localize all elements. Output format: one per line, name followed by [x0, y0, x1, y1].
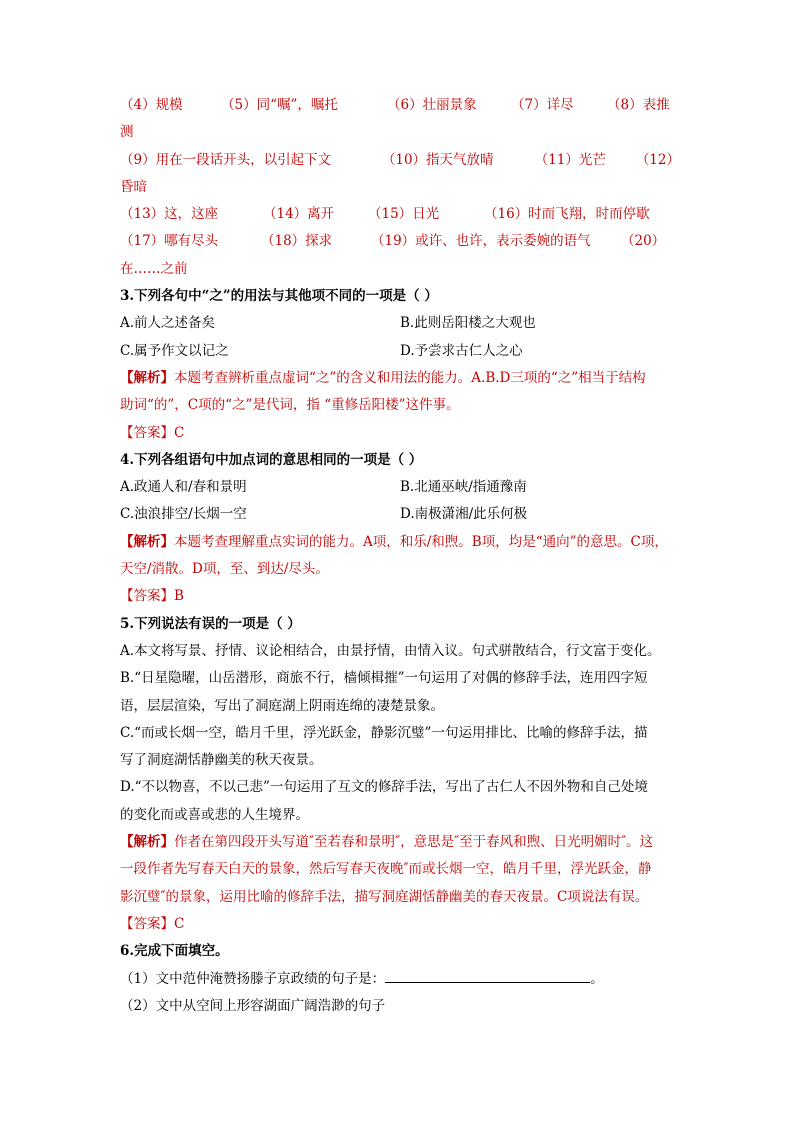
question-4-answer: 【答案】B [120, 588, 184, 605]
gloss-row-2 [120, 147, 680, 174]
gloss-item: （6）壮丽景象 [387, 97, 477, 113]
option-b: B.北通巫峡/指通豫南 [400, 479, 527, 496]
gloss-item: （12） [635, 151, 680, 168]
question-5-line: 的变化而或喜或悲的人生境界。 [120, 806, 309, 823]
question-5-analysis-cont: 影沉璧″的景象，运用比喻的修辞手法，描写洞庭湖恬静幽美的春天夜景。C项说法有误。 [120, 888, 649, 905]
question-6-title: 6.完成下面填空。 [120, 943, 229, 960]
question-3-analysis [120, 365, 680, 392]
question-5-line: B.“日星隐曜，山岳潜形，商旅不行，樯倾楫摧”一句运用了对偶的修辞手法，连用四字短 [120, 670, 648, 687]
option-d: D.南极潇湘/此乐何极 [400, 506, 528, 523]
option-a: A.政通人和/春和景明 [120, 479, 247, 496]
gloss-item: （8）表推 [607, 97, 670, 113]
gloss-item: （15）日光 [368, 206, 440, 223]
gloss-item: （14）离开 [263, 206, 335, 223]
question-5-title: 5.下列说法有误的一项是（ ） [120, 615, 301, 632]
gloss-item: （10）指天气放晴 [381, 151, 494, 168]
gloss-item: （20） [621, 233, 666, 250]
question-5-analysis [120, 829, 680, 856]
analysis-tag: 【解析】 [120, 369, 174, 386]
analysis-tag: 【解析】 [120, 533, 174, 550]
gloss-item: （17）哪有尽头 [120, 233, 219, 250]
analysis-text: 作者在第四段开头写道″至若春和景明″，意思是″至于春风和煦、日光明媚时″。这 [174, 834, 654, 851]
question-4-options-row-1 [120, 474, 680, 501]
question-4-analysis-cont: 天空/消散。D项，至、到达/尽头。 [120, 561, 329, 578]
item-text: （1）文中范仲淹赞扬滕子京政绩的句子是： [120, 970, 386, 987]
gloss-item: （11）光芒 [534, 151, 606, 168]
question-4-analysis [120, 529, 680, 556]
gloss-item: （9）用在一段话开头，以引起下文 [120, 151, 332, 168]
question-3-options-row-2 [120, 338, 680, 365]
question-5-line: D.“不以物喜，不以己悲”一句运用了互文的修辞手法，写出了古仁人不因外物和自己处境 [120, 779, 648, 796]
question-6-item-2: （2）文中从空间上形容湖面广阔浩渺的句子 [120, 997, 386, 1014]
option-c: C.浊浪排空/长烟一空 [120, 506, 247, 523]
question-3-options-row-1 [120, 310, 680, 337]
option-d: D.予尝求古仁人之心 [400, 342, 523, 359]
document-page [120, 92, 680, 1020]
item-end: 。 [590, 970, 604, 987]
gloss-item: （19）或许、也许，表示委婉的语气 [371, 233, 591, 250]
question-6-item-1 [120, 966, 680, 993]
gloss-item: （13）这，这座 [120, 206, 219, 223]
analysis-text: 本题考查辨析重点虚词“之”的含义和用法的能力。A.B.D三项的“之”相当于结构 [174, 369, 646, 386]
gloss-item: （5）同“嘱”，嘱托 [221, 97, 338, 113]
option-a: A.前人之述备矣 [120, 315, 216, 332]
question-3-analysis-cont: 助词“的”，C项的“之”是代词，指 “重修岳阳楼”这件事。 [120, 397, 460, 414]
gloss-item: （16）时而飞翔，时而停歇 [484, 206, 650, 223]
question-5-line: 写了洞庭湖恬静幽美的秋天夜景。 [120, 752, 323, 769]
gloss-row-3 [120, 201, 680, 228]
analysis-tag: 【解析】 [120, 834, 174, 851]
option-b: B.此则岳阳楼之大观也 [400, 315, 536, 332]
question-5-answer: 【答案】C [120, 915, 185, 932]
gloss-row-1 [120, 92, 680, 119]
question-5-analysis-cont: 一段作者先写春天白天的景象，然后写春天夜晚″而或长烟一空，皓月千里，浮光跃金，静 [120, 861, 652, 878]
question-4-options-row-2 [120, 501, 680, 528]
gloss-row-4 [120, 228, 680, 255]
question-3-title: 3.下列各句中“之”的用法与其他项不同的一项是（ ） [120, 288, 438, 305]
gloss-row-4-cont: 在……之前 [120, 260, 188, 277]
question-4-title: 4.下列各组语句中加点词的意思相同的一项是（ ） [120, 451, 423, 468]
question-3-answer: 【答案】C [120, 424, 185, 441]
question-5-line: C.“而或长烟一空，皓月千里，浮光跃金，静影沉璧”一句运用排比、比喻的修辞手法，描 [120, 724, 648, 741]
gloss-item: （4）规模 [120, 97, 183, 113]
gloss-item: （7）详尽 [511, 97, 574, 113]
analysis-text: 本题考查理解重点实词的能力。A项，和乐/和煦。B项，均是“通向”的意思。C项， [174, 533, 668, 550]
answer-blank[interactable] [385, 968, 590, 983]
gloss-item: （18）探求 [261, 233, 333, 250]
question-5-line: 语，层层渲染，写出了洞庭湖上阴雨连绵的凄楚景象。 [120, 697, 444, 714]
gloss-row-2-cont: 昏暗 [120, 178, 147, 195]
question-5-line: A.本文将写景、抒情、议论相结合，由景抒情，由情入议。句式骈散结合，行文富于变化。 [120, 642, 661, 659]
option-c: C.属予作文以记之 [120, 342, 229, 359]
gloss-row-1-cont: 测 [120, 124, 134, 141]
